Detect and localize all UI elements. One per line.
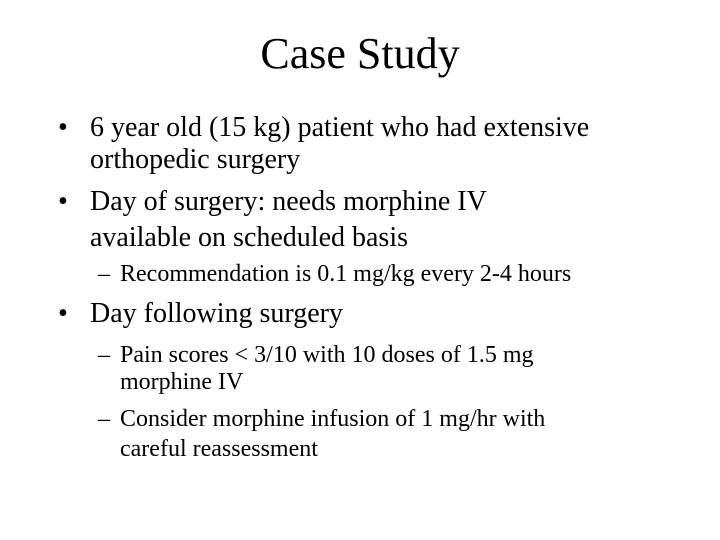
bullet-marker: •: [58, 298, 68, 329]
bullet-2-line-1: Day of surgery: needs morphine IV: [90, 186, 487, 217]
bullet-1-line-1: 6 year old (15 kg) patient who had extensive: [90, 112, 590, 143]
sub-bullet-marker: –: [98, 406, 110, 432]
sub-bullet-marker: –: [98, 261, 110, 287]
bullet-marker: •: [58, 112, 68, 143]
sub-bullet-marker: –: [98, 342, 110, 368]
bullet-1-line-2: orthopedic surgery: [90, 144, 301, 175]
sub-bullet-2-1-line-1: Recommendation is 0.1 mg/kg every 2-4 hours: [120, 261, 572, 287]
bullet-2-line-2: available on scheduled basis: [90, 222, 409, 253]
sub-bullet-3-2-line-2: careful reassessment: [120, 436, 318, 462]
bullet-marker: •: [58, 186, 68, 217]
sub-bullet-3-2-line-1: Consider morphine infusion of 1 mg/hr with: [120, 406, 546, 432]
sub-bullet-3-1-line-1: Pain scores < 3/10 with 10 doses of 1.5 mg: [120, 342, 534, 368]
bullet-3-line-1: Day following surgery: [90, 298, 343, 329]
sub-bullet-3-1-line-2: morphine IV: [120, 369, 244, 395]
slide-title: Case Study: [260, 29, 460, 78]
